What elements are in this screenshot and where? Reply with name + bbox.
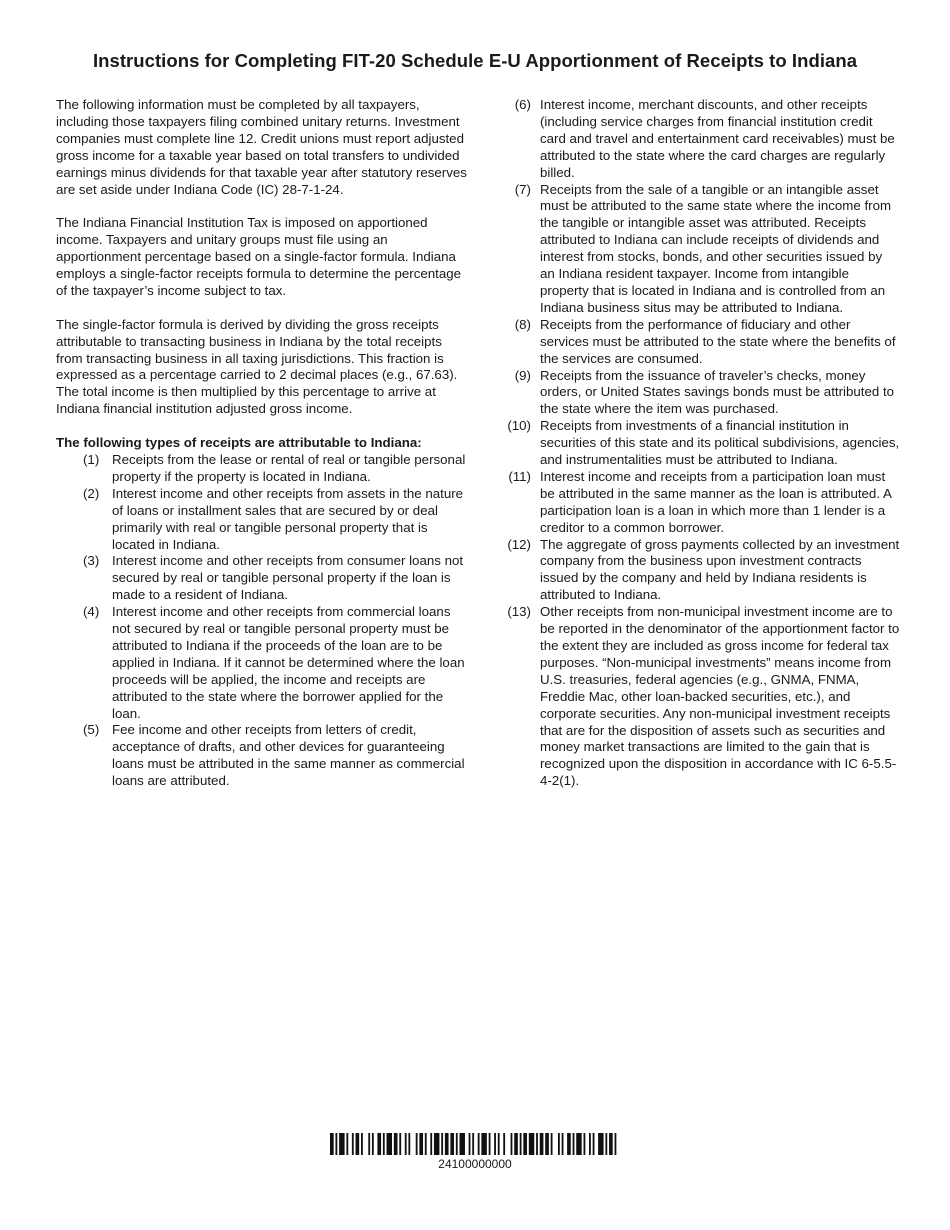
item-text: Interest income, merchant discounts, and other receipts (including service charges from financial institution credit card and travel and entertainment card receivables) must be attributed to the state where the card charges are regularly billed. [540,97,895,180]
list-item [500,368,900,419]
barcode-bar [330,1133,334,1155]
barcode-bar [469,1133,471,1155]
item-text: Interest income and other receipts from assets in the nature of loans or installment sales that are secured by or deal primarily with real or tangible personal property that is located in Indiana. [112,485,464,552]
barcode-bar [368,1133,370,1155]
list-item [500,418,900,469]
barcode-bar [520,1133,522,1155]
barcode-bar [498,1133,500,1155]
list-item [500,604,900,790]
item-text: Receipts from the sale of a tangible or an intangible asset must be attributed to the same state where the income from the tangible or intangible asset was attributed. Receipts attributed to Indiana can include receipts of dividends and interest from stocks, bonds, and other securities issued by an Indiana resident taxpayer. Income from intangible property that is located in Indiana and is controlled from an Indiana business situs may be attributed to Indiana. [540,181,892,315]
barcode-bar [335,1133,337,1155]
item-number: (5) [83,722,100,738]
item-number: (9) [514,367,531,383]
item-number: (3) [83,553,100,569]
barcode-bar [481,1133,486,1155]
barcode-bar [558,1133,560,1155]
barcode-bar [445,1133,449,1155]
item-text: The aggregate of gross payments collected by an investment company from the business upon investment contracts issued by the company and held by Indiana residents is attributed to Indiana. [540,536,900,603]
barcode-bar [361,1133,363,1155]
item-text: Receipts from the issuance of traveler’s checks, money orders, or United States savings bonds must be attributed to the state where the item was purchased. [540,367,895,417]
list-item [500,469,900,537]
barcode-bar [589,1133,591,1155]
barcode-bar [503,1133,505,1155]
barcode-bar [514,1133,518,1155]
barcode-bar [405,1133,407,1155]
barcode-number: 24100000000 [438,1157,512,1171]
barcode-bar [593,1133,595,1155]
item-number: (1) [83,451,100,467]
barcode-bar [494,1133,496,1155]
list-item [500,97,900,182]
list-item [56,553,468,604]
barcode-bar [383,1133,385,1155]
barcode-bar [551,1133,553,1155]
barcode-bar [372,1133,374,1155]
item-text: Receipts from the lease or rental of real or tangible personal property if the property is located in Indiana. [112,451,466,484]
page-title: Instructions for Completing FIT-20 Schedule E-U Apportionment of Receipts to Indiana [92,50,858,71]
right-column [500,97,900,790]
barcode-bar [472,1133,474,1155]
barcode-bar [356,1133,360,1155]
item-number: (10) [507,418,531,434]
barcode-bar [430,1133,432,1155]
item-text: Receipts from the performance of fiduciary and other services must be attributed to the state where the benefits of the services are consumed. [540,316,896,366]
barcode-bar [450,1133,454,1155]
barcode-bar [460,1133,465,1155]
barcode-bar [609,1133,613,1155]
item-number: (11) [508,468,531,484]
barcode-bar [529,1133,534,1155]
barcode-bar [584,1133,586,1155]
barcode-bar [456,1133,458,1155]
barcode-bar [352,1133,354,1155]
barcode [330,1133,620,1171]
barcode-bar [387,1133,392,1155]
barcode-bar [511,1133,513,1155]
item-text: Other receipts from non-municipal investment income are to be reported in the denominator of the apportionment factor to the extent they are included as gross income for federal tax purposes. “Non-municipal investments” means income from U.S. treasuries, federal agencies (e.g., GNMA, FNMA, Freddie Mac, other loan-backed securities, etc.), and corporate securities. Any non-municipal investment receipts that are for the disposition of assets such as securities and money market transactions are limited to the gain that is recognized upon the disposition in accordance with IC 6-5.5-4-2(1). [540,604,900,789]
list-item [500,182,900,317]
barcode-bar [536,1133,538,1155]
list-heading: The following types of receipts are attributable to Indiana: [56,435,422,451]
receipt-list-right [500,97,900,790]
barcode-bar [408,1133,410,1155]
item-number: (8) [514,316,531,332]
barcode-bar [416,1133,418,1155]
barcode-bar [615,1133,617,1155]
left-column [56,97,468,790]
intro-paragraph: The following information must be completed by all taxpayers, including those taxpayers filing combined unitary returns. Investment companies must complete line 12. Credit unions must report adjusted gross income for a taxable year based on total transfers to undivided earnings minus dividends for that taxable year after statutory reserves are set aside under Indiana Code (IC) 28-7-1-24. [56,97,467,197]
barcode-bar [399,1133,401,1155]
barcode-bar [562,1133,564,1155]
barcode-bar [567,1133,571,1155]
barcode-bar [434,1133,439,1155]
item-number: (2) [83,485,100,501]
barcode-bar [346,1133,348,1155]
list-item [500,317,900,368]
list-item [56,486,468,554]
barcode-bar [540,1133,544,1155]
barcode-bar [425,1133,427,1155]
item-text: Receipts from investments of a financial institution in securities of this state and its political subdivisions, agencies, and instrumentalities must be attributed to Indiana. [540,418,900,468]
barcode-bars [330,1133,620,1155]
barcode-bar [598,1133,603,1155]
barcode-bar [478,1133,480,1155]
barcode-bar [394,1133,398,1155]
item-number: (4) [83,604,100,620]
barcode-bar [605,1133,607,1155]
item-number: (13) [507,604,531,620]
barcode-bar [419,1133,423,1155]
item-text: Fee income and other receipts from letters of credit, acceptance of drafts, and other devices for guaranteeing loans must be attributed in the same manner as commercial loans are attributed. [112,722,465,789]
list-item [56,452,468,486]
formula-paragraph: The single-factor formula is derived by dividing the gross receipts attributable to transacting business in Indiana by the total receipts from transacting business in all taxing jurisdictions. This fraction is expressed as a percentage carried to 2 decimal places (e.g., 67.63). The total income is then multiplied by this percentage to arrive at Indiana financial institution adjusted gross income. [56,316,458,417]
item-number: (12) [507,536,531,552]
list-item [500,537,900,605]
item-text: Interest income and other receipts from consumer loans not secured by real or tangible personal property if the loan is made to a resident of Indiana. [112,553,464,603]
tax-paragraph: The Indiana Financial Institution Tax is imposed on apportioned income. Taxpayers and unitary groups must file using an apportionment percentage based on a single-factor formula. Indiana employs a single-factor receipts formula to determine the percentage of the taxpayer’s income subject to tax. [56,215,462,298]
item-text: Interest income and other receipts from commercial loans not secured by real or tangible personal property must be attributed to Indiana if the proceeds of the loan are to be applied in Indiana. If it cannot be determined where the loan proceeds will be applied, the income and receipts are attributed to the state where the borrower applied for the loan. [112,604,465,721]
barcode-bar [489,1133,491,1155]
item-number: (6) [514,97,531,112]
item-number: (7) [514,181,531,197]
list-item [56,604,468,722]
receipt-list-left [56,452,468,790]
barcode-bar [573,1133,575,1155]
barcode-bar [545,1133,549,1155]
barcode-bar [576,1133,581,1155]
item-text: Interest income and receipts from a participation loan must be attributed in the same manner as the loan is attributed. A participation loan is a loan in which more than 1 lender is a creditor to a common borrower. [540,468,892,535]
list-item [56,722,468,790]
barcode-bar [377,1133,381,1155]
barcode-bar [523,1133,527,1155]
barcode-bar [339,1133,344,1155]
barcode-bar [441,1133,443,1155]
